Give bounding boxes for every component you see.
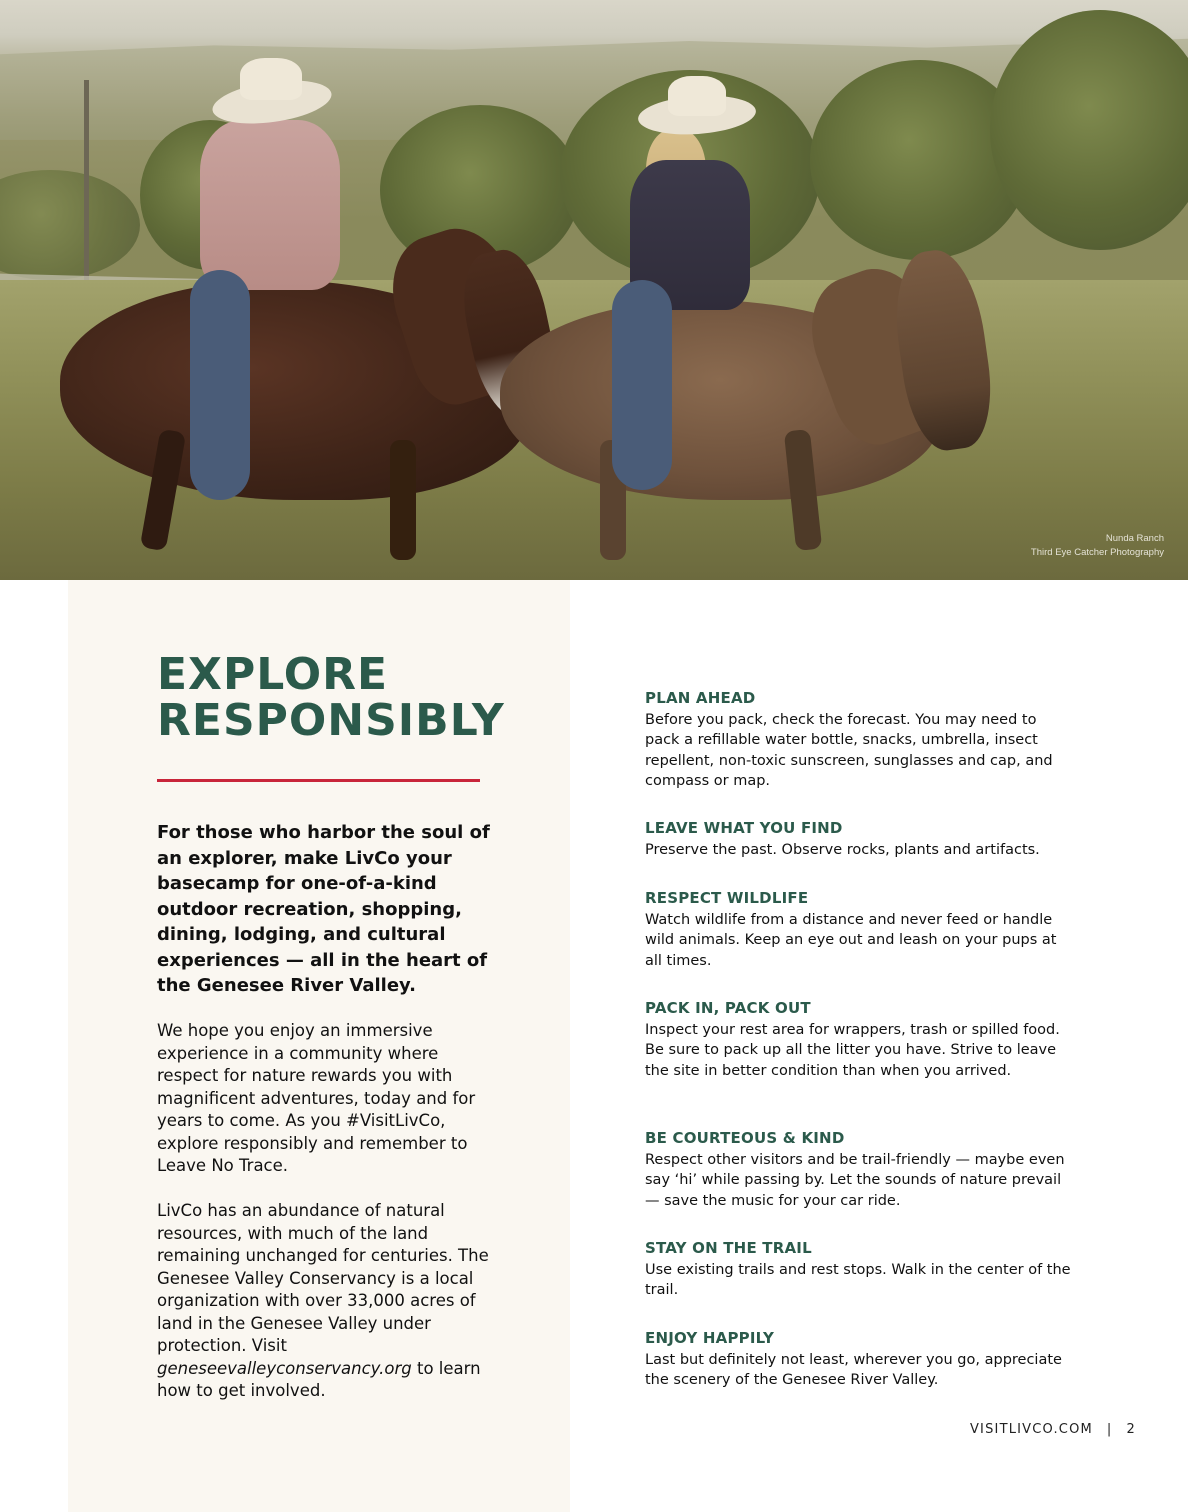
tip-title: ENJOY HAPPILY — [645, 1329, 775, 1347]
tip-text: Before you pack, check the forecast. You may need to pack a refillable water bottle, snacks, umbrella, insect repellent, non-toxic sunscreen, sunglasses and cap, and compass or map. — [645, 712, 1053, 789]
tip-text: Last but definitely not least, wherever you go, appreciate the scenery of the Genesee River Valley. — [645, 1352, 1062, 1389]
tip-title: LEAVE WHAT YOU FIND — [645, 819, 843, 837]
right-rider-jeans — [612, 280, 672, 490]
tip-text: Inspect your rest area for wrappers, trash or spilled food. Be sure to pack up all the litter you have. Strive to leave the site in better condition than when you arrived. — [645, 1022, 1060, 1079]
hero-photo — [0, 0, 1188, 580]
tip-title: BE COURTEOUS & KIND — [645, 1129, 845, 1147]
tip-plan-ahead — [645, 688, 1075, 791]
body-paragraph-1: We hope you enjoy an immersive experience in a community where respect for nature rewards you with magnificent adventures, today and for years to come. As you #VisitLivCo, explore responsibly and remember to Leave No Trace. — [157, 1021, 476, 1175]
page-title — [157, 649, 557, 746]
paragraph2-before: LivCo has an abundance of natural resources, with much of the land remaining unchanged for centuries. The Genesee Valley Conservancy is a local organization with over 33,000 acres of land in the Genesee Valley under protection. Visit — [157, 1201, 489, 1355]
tip-pack-in-pack-out — [645, 998, 1075, 1081]
tree — [0, 170, 140, 280]
tip-title: PLAN AHEAD — [645, 689, 756, 707]
left-rider — [200, 120, 340, 290]
right-hat-crown — [668, 76, 726, 116]
tip-text: Respect other visitors and be trail-friendly — maybe even say ‘hi’ while passing by. Let the sounds of nature prevail — save the music for your car ride. — [645, 1152, 1065, 1209]
intro-paragraph: For those who harbor the soul of an explorer, make LivCo your basecamp for one-of-a-kind outdoor recreation, shopping, dining, lodging, and cultural experiences — all in the heart of the Genesee River Valley. — [157, 822, 490, 996]
tip-text: Preserve the past. Observe rocks, plants and artifacts. — [645, 842, 1040, 858]
tip-leave-what-you-find — [645, 818, 1075, 860]
tree — [990, 10, 1188, 250]
tip-enjoy-happily — [645, 1328, 1075, 1391]
photo-credit — [1031, 532, 1164, 560]
body-paragraph-2 — [157, 1200, 497, 1403]
tip-title: PACK IN, PACK OUT — [645, 999, 811, 1017]
footer-site-link[interactable]: VISITLIVCO.COM — [969, 1422, 1093, 1437]
conservancy-link[interactable]: geneseevalleyconservancy.org — [157, 1358, 412, 1378]
footer-separator: | — [1106, 1422, 1113, 1437]
tip-stay-on-trail — [645, 1238, 1075, 1301]
horse-leg — [390, 440, 416, 560]
tip-title: STAY ON THE TRAIL — [645, 1239, 812, 1257]
left-hat-crown — [240, 58, 302, 100]
title-line-2: RESPONSIBLY — [157, 695, 505, 746]
tip-title: RESPECT WILDLIFE — [645, 889, 809, 907]
tip-text: Watch wildlife from a distance and never feed or handle wild animals. Keep an eye out and leash on your pups at all times. — [645, 912, 1057, 969]
page-number: 2 — [1126, 1422, 1136, 1437]
credit-photographer: Third Eye Catcher Photography — [1030, 547, 1164, 558]
credit-location: Nunda Ranch — [1105, 533, 1164, 544]
title-divider — [157, 779, 480, 782]
page-footer — [970, 1422, 1136, 1437]
utility-pole — [84, 80, 89, 290]
title-line-1: EXPLORE — [157, 649, 389, 700]
tip-be-courteous — [645, 1128, 1075, 1211]
left-rider-jeans — [190, 270, 250, 500]
paragraph2-after: to learn how to get involved. — [157, 1358, 481, 1400]
tip-text: Use existing trails and rest stops. Walk in the center of the trail. — [645, 1262, 1071, 1299]
tip-respect-wildlife — [645, 888, 1075, 971]
